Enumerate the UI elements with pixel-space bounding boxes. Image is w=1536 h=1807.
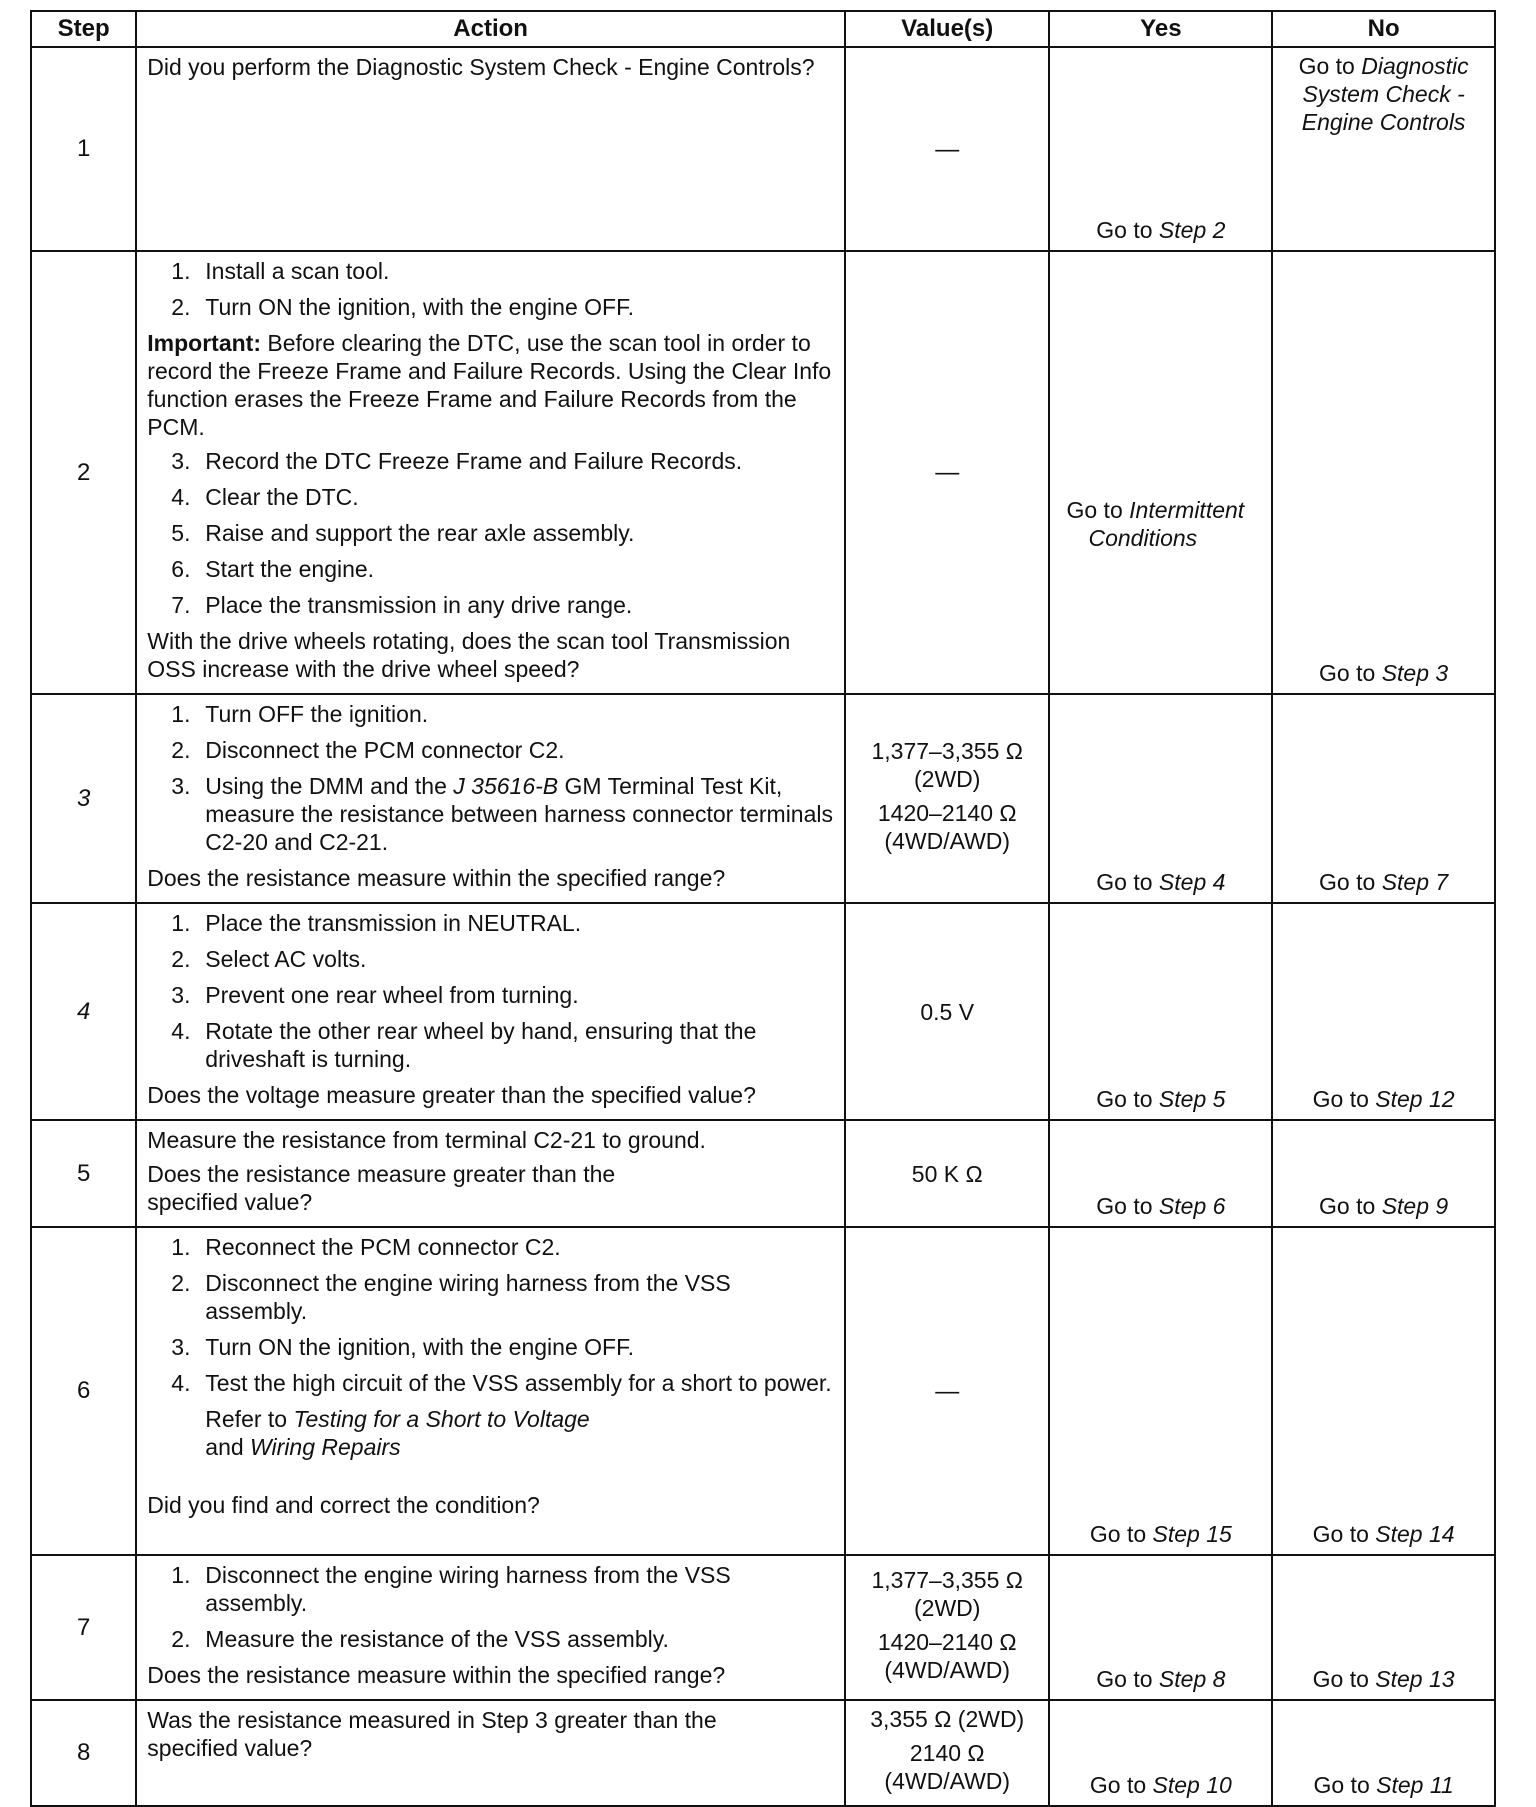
action-list [147, 909, 836, 1073]
item-number: 3. [171, 1334, 191, 1360]
value-text: — [935, 1377, 960, 1405]
tool-number: J 35616-B [453, 773, 559, 799]
list-item [147, 736, 836, 764]
no-goto [1273, 1192, 1494, 1220]
action-cell [136, 1700, 845, 1806]
goto-link-step-7[interactable]: Step 7 [1381, 869, 1449, 895]
no-cell [1272, 47, 1495, 251]
yes-cell [1049, 694, 1272, 903]
no-cell [1272, 694, 1495, 903]
no-cell [1272, 1227, 1495, 1555]
important-note [147, 329, 836, 441]
item-number: 3. [171, 982, 191, 1008]
refer-and: and [205, 1434, 251, 1460]
table-row-step-1 [31, 47, 1495, 251]
header-values: Value(s) [845, 11, 1050, 47]
action-question: Does the resistance measure within the specified range? [147, 1662, 726, 1688]
no-goto [1273, 868, 1494, 896]
item-number: 1. [171, 701, 191, 727]
action-cell [136, 1227, 845, 1555]
action-cell [136, 694, 845, 903]
step-number: 5 [31, 1120, 136, 1227]
yes-goto [1050, 1520, 1271, 1548]
refer-to-note [147, 1405, 836, 1461]
refer-prefix: Refer to [205, 1406, 294, 1432]
goto-link-step-5[interactable]: Step 5 [1158, 1086, 1226, 1112]
action-cell [136, 251, 845, 694]
goto-link-step-3[interactable]: Step 3 [1381, 660, 1449, 686]
value-cell [845, 903, 1050, 1120]
yes-goto [1050, 1085, 1271, 1113]
value-text-2wd: 1,377–3,355 Ω (2WD) [871, 737, 1023, 792]
no-cell [1272, 251, 1495, 694]
value-cell [845, 1555, 1050, 1700]
step-number: 3 [31, 694, 136, 903]
no-cell [1272, 1700, 1495, 1806]
item-number: 7. [171, 592, 191, 618]
yes-goto [1050, 1665, 1271, 1693]
yes-cell [1049, 903, 1272, 1120]
item-text: Disconnect the engine wiring harness from the VSS assembly. [205, 1562, 731, 1616]
item-text [205, 772, 836, 856]
action-question: With the drive wheels rotating, does the scan tool Transmission OSS increase with the drive wheel speed? [147, 628, 791, 682]
yes-cell [1049, 1227, 1272, 1555]
list-item [147, 981, 836, 1009]
yes-goto [1050, 868, 1271, 896]
step-number: 8 [31, 1700, 136, 1806]
goto-prefix: Go to [1298, 53, 1362, 79]
value-cell [845, 47, 1050, 251]
value-cell [845, 1120, 1050, 1227]
item-number: 4. [171, 1370, 191, 1396]
goto-link-step-4[interactable]: Step 4 [1158, 869, 1226, 895]
list-item [147, 772, 836, 856]
diagnostic-table-page [30, 10, 1496, 1807]
yes-cell [1049, 47, 1272, 251]
action-cell [136, 1555, 845, 1700]
table-row-step-3 [31, 694, 1495, 903]
list-item [147, 519, 836, 547]
value-text: — [935, 459, 960, 486]
item-text: Select AC volts. [205, 946, 367, 972]
step-number: 4 [31, 903, 136, 1120]
item-number: 3. [171, 773, 191, 799]
goto-link-step-15[interactable]: Step 15 [1152, 1521, 1232, 1547]
item-number: 2. [171, 1270, 191, 1296]
item-text: Turn ON the ignition, with the engine OFF. [205, 1334, 634, 1360]
yes-cell [1049, 251, 1272, 694]
list-item [147, 909, 836, 937]
goto-link-step-9[interactable]: Step 9 [1381, 1193, 1449, 1219]
item-text: Measure the resistance of the VSS assembly. [205, 1626, 669, 1652]
item-number: 2. [171, 946, 191, 972]
item-number: 4. [171, 1018, 191, 1044]
item-text: Start the engine. [205, 556, 375, 582]
yes-cell [1049, 1700, 1272, 1806]
no-cell [1272, 1555, 1495, 1700]
item-number: 1. [171, 1562, 191, 1588]
action-list [147, 700, 836, 856]
item-number: 6. [171, 556, 191, 582]
item-number: 5. [171, 520, 191, 546]
goto-link-step-12[interactable]: Step 12 [1375, 1086, 1455, 1112]
action-list-b [147, 447, 836, 619]
list-item [147, 591, 836, 619]
header-yes: Yes [1049, 11, 1272, 47]
action-question: Does the resistance measure greater than the specified value? [147, 1161, 616, 1215]
value-text: 0.5 V [920, 998, 975, 1025]
goto-prefix: Go to [1066, 497, 1130, 523]
no-cell [1272, 1120, 1495, 1227]
yes-cell [1049, 1555, 1272, 1700]
item-text-post: GM Terminal Test Kit, measure the resistance between harness connector terminals C2-20 and C2-21. [205, 773, 833, 855]
yes-goto [1050, 1771, 1271, 1799]
action-list [147, 1561, 836, 1653]
value-text-4wd: 2140 Ω (4WD/AWD) [884, 1740, 1011, 1794]
goto-link-step-14[interactable]: Step 14 [1375, 1521, 1455, 1547]
table-row-step-7 [31, 1555, 1495, 1700]
value-cell [845, 1227, 1050, 1555]
no-goto [1273, 52, 1494, 136]
value-text: — [935, 135, 960, 163]
goto-link-conditions[interactable]: Conditions [1088, 525, 1198, 551]
goto-prefix: Go to [1096, 1666, 1159, 1692]
goto-link-step-8[interactable]: Step 8 [1158, 1666, 1226, 1692]
item-text: Disconnect the PCM connector C2. [205, 737, 565, 763]
goto-link-step-13[interactable]: Step 13 [1375, 1666, 1455, 1692]
goto-prefix: Go to [1319, 1193, 1382, 1219]
table-row-step-4 [31, 903, 1495, 1120]
list-item [147, 1233, 836, 1261]
item-text: Reconnect the PCM connector C2. [205, 1234, 561, 1260]
value-text-4wd: 1420–2140 Ω (4WD/AWD) [877, 1628, 1017, 1683]
action-cell [136, 1120, 845, 1227]
value-text: 50 K Ω [911, 1160, 983, 1187]
goto-prefix: Go to [1312, 1086, 1376, 1112]
diagnostic-table [30, 10, 1496, 1807]
goto-prefix: Go to [1096, 1193, 1159, 1219]
item-text: Rotate the other rear wheel by hand, ensuring that the driveshaft is turning. [205, 1018, 757, 1072]
important-label: Important: [147, 330, 261, 356]
item-number: 2. [171, 737, 191, 763]
list-item [147, 700, 836, 728]
value-cell [845, 251, 1050, 694]
goto-link-step-2[interactable]: Step 2 [1158, 217, 1226, 243]
list-item [147, 1369, 836, 1397]
item-text: Prevent one rear wheel from turning. [205, 982, 579, 1008]
action-question: Does the resistance measure within the specified range? [147, 865, 726, 891]
item-text-pre: Using the DMM and the [205, 773, 454, 799]
list-item [147, 447, 836, 475]
value-text-2wd: 1,377–3,355 Ω (2WD) [871, 1566, 1023, 1621]
item-number: 2. [171, 294, 191, 320]
step-number: 7 [31, 1555, 136, 1700]
goto-prefix: Go to [1313, 1772, 1377, 1798]
item-text: Turn ON the ignition, with the engine OFF. [205, 294, 634, 320]
table-row-step-8 [31, 1700, 1495, 1806]
step-number: 1 [31, 47, 136, 251]
header-no: No [1272, 11, 1495, 47]
action-cell [136, 47, 845, 251]
value-text-2wd: 3,355 Ω (2WD) [870, 1706, 1025, 1732]
goto-prefix: Go to [1096, 1086, 1159, 1112]
no-goto [1273, 1520, 1494, 1548]
item-text: Test the high circuit of the VSS assembly for a short to power. [205, 1370, 832, 1396]
table-row-step-6 [31, 1227, 1495, 1555]
item-text: Install a scan tool. [205, 258, 390, 284]
item-text: Raise and support the rear axle assembly. [205, 520, 635, 546]
goto-prefix: Go to [1089, 1521, 1153, 1547]
item-text: Place the transmission in any drive range. [205, 592, 633, 618]
no-goto [1273, 659, 1494, 687]
goto-prefix: Go to [1312, 1521, 1376, 1547]
no-goto [1273, 1085, 1494, 1113]
goto-link-diagnostic-system-check[interactable]: Diagnostic System Check - Engine Controls [1301, 53, 1469, 135]
list-item [147, 1269, 836, 1325]
action-instruction: Measure the resistance from terminal C2-21 to ground. [147, 1127, 706, 1153]
item-number: 1. [171, 1234, 191, 1260]
action-question: Does the voltage measure greater than the specified value? [147, 1082, 756, 1108]
goto-prefix: Go to [1096, 869, 1159, 895]
header-action: Action [136, 11, 845, 47]
list-item [147, 945, 836, 973]
value-cell [845, 694, 1050, 903]
table-header-row [31, 11, 1495, 47]
item-number: 4. [171, 484, 191, 510]
yes-goto [1066, 496, 1271, 552]
item-text: Record the DTC Freeze Frame and Failure Records. [205, 448, 743, 474]
item-text: Disconnect the engine wiring harness from the VSS assembly. [205, 1270, 731, 1324]
yes-cell [1049, 1120, 1272, 1227]
item-text: Clear the DTC. [205, 484, 359, 510]
goto-link-intermittent[interactable]: Intermittent [1129, 497, 1245, 523]
step-number: 2 [31, 251, 136, 694]
item-number: 1. [171, 910, 191, 936]
goto-link-step-11[interactable]: Step 11 [1376, 1772, 1454, 1798]
action-question: Was the resistance measured in Step 3 greater than the specified value? [147, 1707, 717, 1761]
step-number: 6 [31, 1227, 136, 1555]
value-text-4wd: 1420–2140 Ω (4WD/AWD) [877, 799, 1017, 854]
item-number: 3. [171, 448, 191, 474]
list-item [147, 1017, 836, 1073]
goto-link-step-6[interactable]: Step 6 [1158, 1193, 1226, 1219]
table-row-step-5 [31, 1120, 1495, 1227]
link-testing-short-to-voltage[interactable]: Testing for a Short to Voltage [293, 1406, 590, 1432]
action-list-a [147, 257, 836, 321]
no-goto [1273, 1665, 1494, 1693]
item-text: Place the transmission in NEUTRAL. [205, 910, 582, 936]
list-item [147, 1333, 836, 1361]
yes-goto [1050, 216, 1271, 244]
link-wiring-repairs[interactable]: Wiring Repairs [250, 1434, 401, 1460]
action-list [147, 1233, 836, 1397]
goto-prefix: Go to [1319, 660, 1382, 686]
list-item [147, 293, 836, 321]
action-cell [136, 903, 845, 1120]
goto-prefix: Go to [1089, 1772, 1153, 1798]
yes-goto [1050, 1192, 1271, 1220]
action-question: Did you find and correct the condition? [147, 1492, 540, 1518]
no-goto [1273, 1771, 1494, 1799]
value-cell [845, 1700, 1050, 1806]
list-item [147, 1625, 836, 1653]
list-item [147, 1561, 836, 1617]
goto-prefix: Go to [1312, 1666, 1376, 1692]
important-text: Before clearing the DTC, use the scan tool in order to record the Freeze Frame and Failure Records. Using the Clear Info function erases the Freeze Frame and Failure Records from the PCM. [147, 330, 832, 440]
list-item [147, 483, 836, 511]
item-number: 1. [171, 258, 191, 284]
table-row-step-2 [31, 251, 1495, 694]
item-number: 2. [171, 1626, 191, 1652]
goto-prefix: Go to [1319, 869, 1382, 895]
action-question: Did you perform the Diagnostic System Check - Engine Controls? [147, 54, 815, 80]
no-cell [1272, 903, 1495, 1120]
goto-prefix: Go to [1096, 217, 1159, 243]
goto-link-step-10[interactable]: Step 10 [1152, 1772, 1232, 1798]
item-text: Turn OFF the ignition. [205, 701, 429, 727]
list-item [147, 257, 836, 285]
list-item [147, 555, 836, 583]
header-step: Step [31, 11, 136, 47]
